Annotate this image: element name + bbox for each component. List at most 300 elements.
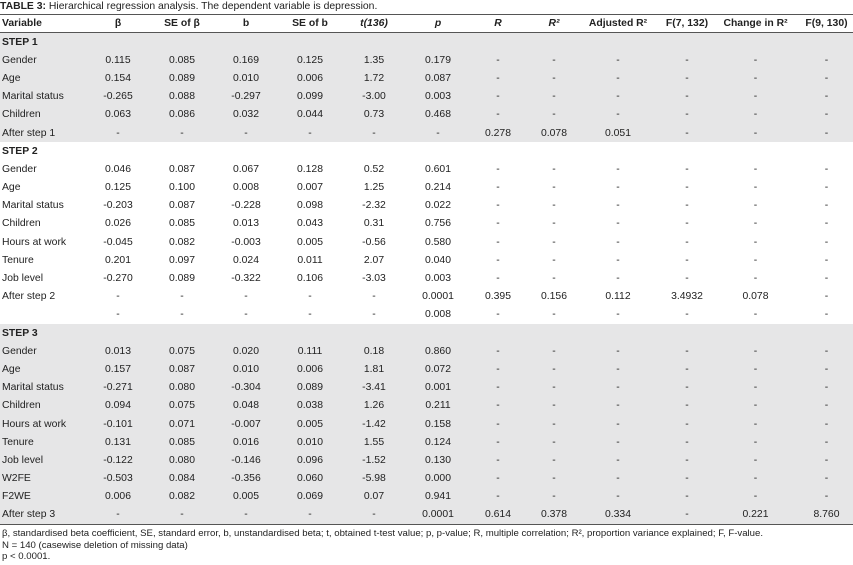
table-cell: - <box>526 106 582 124</box>
table-cell: -0.270 <box>103 273 133 285</box>
table-cell: 0.032 <box>214 106 278 124</box>
table-cell: 0.067 <box>232 163 259 175</box>
table-cell: 0.087 <box>406 69 470 87</box>
table-cell: - <box>791 342 853 360</box>
table-cell: - <box>720 379 791 397</box>
row-variable-cell: After step 2 <box>2 291 56 303</box>
row-variable-cell: Children <box>0 397 86 415</box>
table-cell: - <box>791 470 853 488</box>
table-cell: - <box>552 200 556 212</box>
table-cell: - <box>791 124 853 142</box>
table-cell: - <box>654 397 720 415</box>
table-cell: - <box>552 273 556 285</box>
table-cell: 0.013 <box>232 218 259 230</box>
table-row <box>0 160 853 178</box>
table-cell: 0.941 <box>406 488 470 506</box>
table-cell: - <box>654 88 720 106</box>
table-cell: -0.56 <box>362 236 386 248</box>
table-cell: - <box>654 360 720 378</box>
table-cell: - <box>753 273 758 285</box>
table-cell: 0.860 <box>406 342 470 360</box>
table-cell: - <box>791 451 853 469</box>
table-cell: 0.098 <box>296 200 323 212</box>
table-cell: - <box>372 291 376 303</box>
table-cell: -0.265 <box>86 88 150 106</box>
table-cell: 0.112 <box>605 291 631 303</box>
table-cell: -0.122 <box>86 451 150 469</box>
table-cell: 0.078 <box>742 291 769 303</box>
table-cell: - <box>86 124 150 142</box>
row-variable-cell: Marital status <box>0 379 86 397</box>
table-cell: - <box>582 360 654 378</box>
table-cell: - <box>685 182 689 194</box>
table-row <box>0 451 853 469</box>
table-cell: - <box>278 506 342 525</box>
table-cell: 0.125 <box>104 182 131 194</box>
table-cell: 0.022 <box>424 200 451 212</box>
table-cell: -5.98 <box>342 470 406 488</box>
table-cell: - <box>616 182 620 194</box>
table-cell: - <box>753 309 758 321</box>
table-cell: - <box>791 51 853 69</box>
table-cell: - <box>116 291 120 303</box>
table-cell: - <box>582 488 654 506</box>
table-cell: - <box>308 309 312 321</box>
table-cell: 0.468 <box>406 106 470 124</box>
row-variable-cell: Age <box>2 182 21 194</box>
table-cell: - <box>791 379 853 397</box>
table-cell: 0.211 <box>406 397 470 415</box>
table-cell: 0.010 <box>214 69 278 87</box>
table-cell: - <box>654 433 720 451</box>
table-cell: - <box>616 254 620 266</box>
table-cell: 0.044 <box>278 106 342 124</box>
row-variable-cell: Age <box>0 69 86 87</box>
table-cell: 0.125 <box>278 51 342 69</box>
table-cell: 0.221 <box>720 506 791 525</box>
table-cell: 0.086 <box>150 106 214 124</box>
table-cell: -0.203 <box>103 200 133 212</box>
table-row <box>0 251 853 269</box>
table-row <box>0 397 853 415</box>
table-cell: 0.078 <box>526 124 582 142</box>
table-cell: - <box>582 51 654 69</box>
table-cell: - <box>753 182 758 194</box>
table-cell: 1.26 <box>342 397 406 415</box>
table-cell: - <box>654 124 720 142</box>
table-cell: - <box>720 488 791 506</box>
table-cell: -0.003 <box>231 236 261 248</box>
table-cell: - <box>150 124 214 142</box>
table-cell: - <box>552 309 556 321</box>
table-cell: 0.013 <box>86 342 150 360</box>
header-f-7-132: F(7, 132) <box>654 15 720 33</box>
header-p: p <box>406 15 470 33</box>
table-cell: 3.4932 <box>671 291 703 303</box>
table-cell: 0.060 <box>278 470 342 488</box>
table-cell: 0.089 <box>168 273 195 285</box>
table-cell: - <box>616 163 620 175</box>
table-cell: - <box>824 309 829 321</box>
row-variable-cell: W2FE <box>0 470 86 488</box>
table-cell: - <box>496 236 500 248</box>
table-cell: 0.088 <box>150 88 214 106</box>
table-cell: - <box>582 397 654 415</box>
table-cell: -0.271 <box>86 379 150 397</box>
table-cell: 0.024 <box>232 254 259 266</box>
step-header-row <box>0 324 853 342</box>
table-cell: - <box>552 236 556 248</box>
table-cell: - <box>180 309 184 321</box>
table-cell: -0.304 <box>214 379 278 397</box>
table-cell: - <box>824 291 829 303</box>
table-cell: -0.146 <box>214 451 278 469</box>
table-cell: - <box>244 291 248 303</box>
table-caption-text: Hierarchical regression analysis. The dependent variable is depression. <box>46 1 378 12</box>
table-cell: - <box>824 236 829 248</box>
table-row <box>0 197 853 215</box>
table-cell: - <box>824 218 829 230</box>
table-cell: 0.003 <box>406 88 470 106</box>
table-row <box>0 179 853 197</box>
table-cell: -3.03 <box>362 273 386 285</box>
table-cell: - <box>720 470 791 488</box>
table-row <box>0 415 853 433</box>
table-cell: - <box>685 218 689 230</box>
table-cell: - <box>791 88 853 106</box>
table-cell: 0.069 <box>278 488 342 506</box>
table-notes <box>2 528 852 563</box>
table-cell: 0.089 <box>150 69 214 87</box>
table-cell: 0.094 <box>86 397 150 415</box>
table-cell: - <box>720 124 791 142</box>
table-cell: 0.080 <box>150 379 214 397</box>
table-cell: - <box>552 218 556 230</box>
table-cell: - <box>654 69 720 87</box>
table-cell: - <box>278 124 342 142</box>
table-cell: 0.0001 <box>406 506 470 525</box>
table-cell: - <box>214 124 278 142</box>
table-cell: 0.005 <box>214 488 278 506</box>
table-cell: 0.007 <box>296 182 323 194</box>
table-cell: - <box>753 254 758 266</box>
table-cell: - <box>616 309 620 321</box>
table-cell: - <box>791 488 853 506</box>
row-variable-cell: Tenure <box>0 433 86 451</box>
table-cell: 1.81 <box>342 360 406 378</box>
table-cell: - <box>308 291 312 303</box>
table-cell: - <box>685 273 689 285</box>
table-cell: - <box>791 433 853 451</box>
table-cell: 0.038 <box>278 397 342 415</box>
row-variable-cell: Gender <box>2 163 37 175</box>
table-cell: 0.005 <box>296 236 323 248</box>
header-variable: Variable <box>0 15 86 33</box>
table-cell: - <box>791 397 853 415</box>
table-cell: 0.395 <box>484 291 511 303</box>
table-cell: 0.131 <box>86 433 150 451</box>
table-cell: 0.130 <box>406 451 470 469</box>
table-cell: - <box>342 506 406 525</box>
table-cell: - <box>470 342 526 360</box>
table-cell: - <box>244 309 248 321</box>
table-cell: - <box>685 309 689 321</box>
table-caption <box>0 0 853 14</box>
table-cell: -0.322 <box>231 273 261 285</box>
table-cell: 0.051 <box>582 124 654 142</box>
header-beta: β <box>86 15 150 33</box>
table-cell: - <box>654 488 720 506</box>
step-header-row <box>0 33 853 52</box>
table-cell: 0.201 <box>104 254 131 266</box>
row-variable-cell: Hours at work <box>0 415 86 433</box>
table-cell: - <box>180 291 184 303</box>
row-variable-cell: After step 3 <box>0 506 86 525</box>
table-cell: 0.73 <box>342 106 406 124</box>
table-cell: - <box>654 506 720 525</box>
table-cell: 0.072 <box>406 360 470 378</box>
table-cell: - <box>753 163 758 175</box>
table-body <box>0 33 853 525</box>
table-cell: - <box>654 451 720 469</box>
table-cell: - <box>526 342 582 360</box>
table-row <box>0 269 853 287</box>
table-cell: 0.087 <box>168 163 195 175</box>
table-cell: 0.31 <box>363 218 385 230</box>
table-cell: - <box>470 451 526 469</box>
table-row <box>0 215 853 233</box>
table-cell: - <box>526 470 582 488</box>
table-cell: 0.089 <box>278 379 342 397</box>
table-cell: 0.085 <box>168 218 195 230</box>
table-cell: - <box>720 88 791 106</box>
table-cell: - <box>616 236 620 248</box>
table-cell: - <box>824 182 829 194</box>
table-cell: 0.157 <box>86 360 150 378</box>
step-label: STEP 3 <box>0 324 853 342</box>
table-cell: 0.18 <box>342 342 406 360</box>
table-cell: - <box>552 163 556 175</box>
header-se-b: SE of b <box>278 15 342 33</box>
regression-table <box>0 14 853 525</box>
table-cell: -0.356 <box>214 470 278 488</box>
table-cell: -1.52 <box>342 451 406 469</box>
table-cell: 1.35 <box>342 51 406 69</box>
table-cell: - <box>342 124 406 142</box>
table-row <box>0 233 853 251</box>
header-change-r2: Change in R² <box>720 15 791 33</box>
table-cell: 0.008 <box>424 309 451 321</box>
table-row <box>0 379 853 397</box>
table-cell: - <box>654 106 720 124</box>
table-cell: 0.075 <box>150 397 214 415</box>
table-cell: - <box>654 415 720 433</box>
table-cell: -0.297 <box>214 88 278 106</box>
table-cell: - <box>526 88 582 106</box>
table-cell: 0.580 <box>424 236 451 248</box>
table-cell: - <box>720 415 791 433</box>
row-variable-cell: Marital status <box>0 88 86 106</box>
table-cell: 0.048 <box>214 397 278 415</box>
table-cell: 0.087 <box>150 360 214 378</box>
table-cell: - <box>824 200 829 212</box>
table-cell: - <box>654 379 720 397</box>
table-row <box>0 288 853 306</box>
table-cell: - <box>526 360 582 378</box>
table-cell: 0.601 <box>424 163 451 175</box>
table-row <box>0 306 853 324</box>
table-cell: 0.026 <box>104 218 131 230</box>
table-cell: 0.046 <box>104 163 131 175</box>
note-significance: p < 0.0001. <box>2 551 51 562</box>
table-cell: 0.071 <box>150 415 214 433</box>
table-cell: - <box>526 415 582 433</box>
table-cell: -3.00 <box>342 88 406 106</box>
header-adjusted-r2: Adjusted R² <box>582 15 654 33</box>
table-cell: - <box>470 379 526 397</box>
table-cell: - <box>470 69 526 87</box>
table-cell: 0.169 <box>214 51 278 69</box>
table-cell: 0.016 <box>214 433 278 451</box>
table-cell: - <box>720 360 791 378</box>
table-cell: - <box>654 342 720 360</box>
table-cell: - <box>824 273 829 285</box>
row-variable-cell <box>0 306 86 324</box>
table-row <box>0 360 853 378</box>
table-cell: - <box>753 236 758 248</box>
table-cell: - <box>685 200 689 212</box>
table-cell: 0.043 <box>296 218 323 230</box>
table-cell: 0.085 <box>150 433 214 451</box>
table-cell: 0.07 <box>342 488 406 506</box>
table-cell: - <box>720 451 791 469</box>
table-cell: 0.334 <box>582 506 654 525</box>
table-cell: 0.020 <box>214 342 278 360</box>
table-row <box>0 342 853 360</box>
table-row <box>0 124 853 142</box>
table-cell: - <box>582 433 654 451</box>
table-cell: -1.42 <box>342 415 406 433</box>
table-cell: - <box>526 51 582 69</box>
table-cell: 0.006 <box>278 360 342 378</box>
table-cell: - <box>496 182 500 194</box>
header-t: t(136) <box>342 15 406 33</box>
table-cell: - <box>552 254 556 266</box>
table-cell: - <box>791 106 853 124</box>
table-cell: - <box>616 200 620 212</box>
table-cell: - <box>406 124 470 142</box>
table-cell: - <box>791 360 853 378</box>
table-row <box>0 106 853 124</box>
header-f-9-130: F(9, 130) <box>791 15 853 33</box>
table-cell: - <box>582 379 654 397</box>
table-caption-label: TABLE 3: <box>0 1 46 12</box>
table-cell: - <box>496 309 500 321</box>
table-cell: -0.503 <box>86 470 150 488</box>
table-cell: 0.008 <box>232 182 259 194</box>
table-cell: 0.084 <box>150 470 214 488</box>
table-cell: - <box>526 433 582 451</box>
step-label: STEP 2 <box>2 145 38 157</box>
table-cell: - <box>470 51 526 69</box>
table-row <box>0 69 853 87</box>
table-cell: 0.099 <box>278 88 342 106</box>
table-cell: -2.32 <box>362 200 386 212</box>
table-cell: 0.063 <box>86 106 150 124</box>
table-cell: 0.085 <box>150 51 214 69</box>
table-cell: - <box>720 433 791 451</box>
table-row <box>0 88 853 106</box>
table-cell: 0.0001 <box>422 291 454 303</box>
table-cell: 0.156 <box>540 291 567 303</box>
table-cell: -0.228 <box>231 200 261 212</box>
table-cell: 0.005 <box>278 415 342 433</box>
table-cell: - <box>470 415 526 433</box>
header-se-beta: SE of β <box>150 15 214 33</box>
table-cell: - <box>685 236 689 248</box>
table-cell: - <box>616 273 620 285</box>
row-variable-cell: F2WE <box>0 488 86 506</box>
table-cell: - <box>720 69 791 87</box>
table-cell: 0.097 <box>168 254 195 266</box>
row-variable-cell: Children <box>2 218 41 230</box>
table-cell: 0.124 <box>406 433 470 451</box>
table-cell: - <box>616 218 620 230</box>
table-cell: 0.214 <box>424 182 451 194</box>
table-cell: - <box>526 69 582 87</box>
row-variable-cell: Gender <box>0 342 86 360</box>
table-cell: - <box>470 470 526 488</box>
table-cell: - <box>720 106 791 124</box>
table-cell: - <box>824 254 829 266</box>
table-cell: - <box>470 360 526 378</box>
table-row <box>0 51 853 69</box>
row-variable-cell: Job level <box>0 451 86 469</box>
table-cell: - <box>214 506 278 525</box>
table-cell: - <box>470 106 526 124</box>
table-cell: 0.040 <box>424 254 451 266</box>
header-b: b <box>214 15 278 33</box>
table-cell: - <box>824 163 829 175</box>
table-cell: 0.128 <box>296 163 323 175</box>
table-cell: - <box>470 397 526 415</box>
table-cell: 0.154 <box>86 69 150 87</box>
table-cell: 0.000 <box>406 470 470 488</box>
table-row <box>0 433 853 451</box>
table-cell: - <box>372 309 376 321</box>
table-cell: 0.001 <box>406 379 470 397</box>
table-cell: 0.111 <box>278 342 342 360</box>
table-cell: 0.115 <box>86 51 150 69</box>
table-cell: - <box>470 88 526 106</box>
table-cell: - <box>470 433 526 451</box>
table-cell: - <box>86 506 150 525</box>
table-cell: - <box>791 415 853 433</box>
table-cell: - <box>552 182 556 194</box>
row-variable-cell: Marital status <box>2 200 64 212</box>
table-row <box>0 488 853 506</box>
table-cell: - <box>526 379 582 397</box>
table-cell: - <box>582 69 654 87</box>
table-cell: - <box>150 506 214 525</box>
table-cell: 0.010 <box>278 433 342 451</box>
table-cell: - <box>496 254 500 266</box>
table-cell: - <box>582 106 654 124</box>
table-cell: 0.096 <box>278 451 342 469</box>
row-variable-cell: Children <box>0 106 86 124</box>
table-cell: - <box>526 451 582 469</box>
table-cell: - <box>496 218 500 230</box>
